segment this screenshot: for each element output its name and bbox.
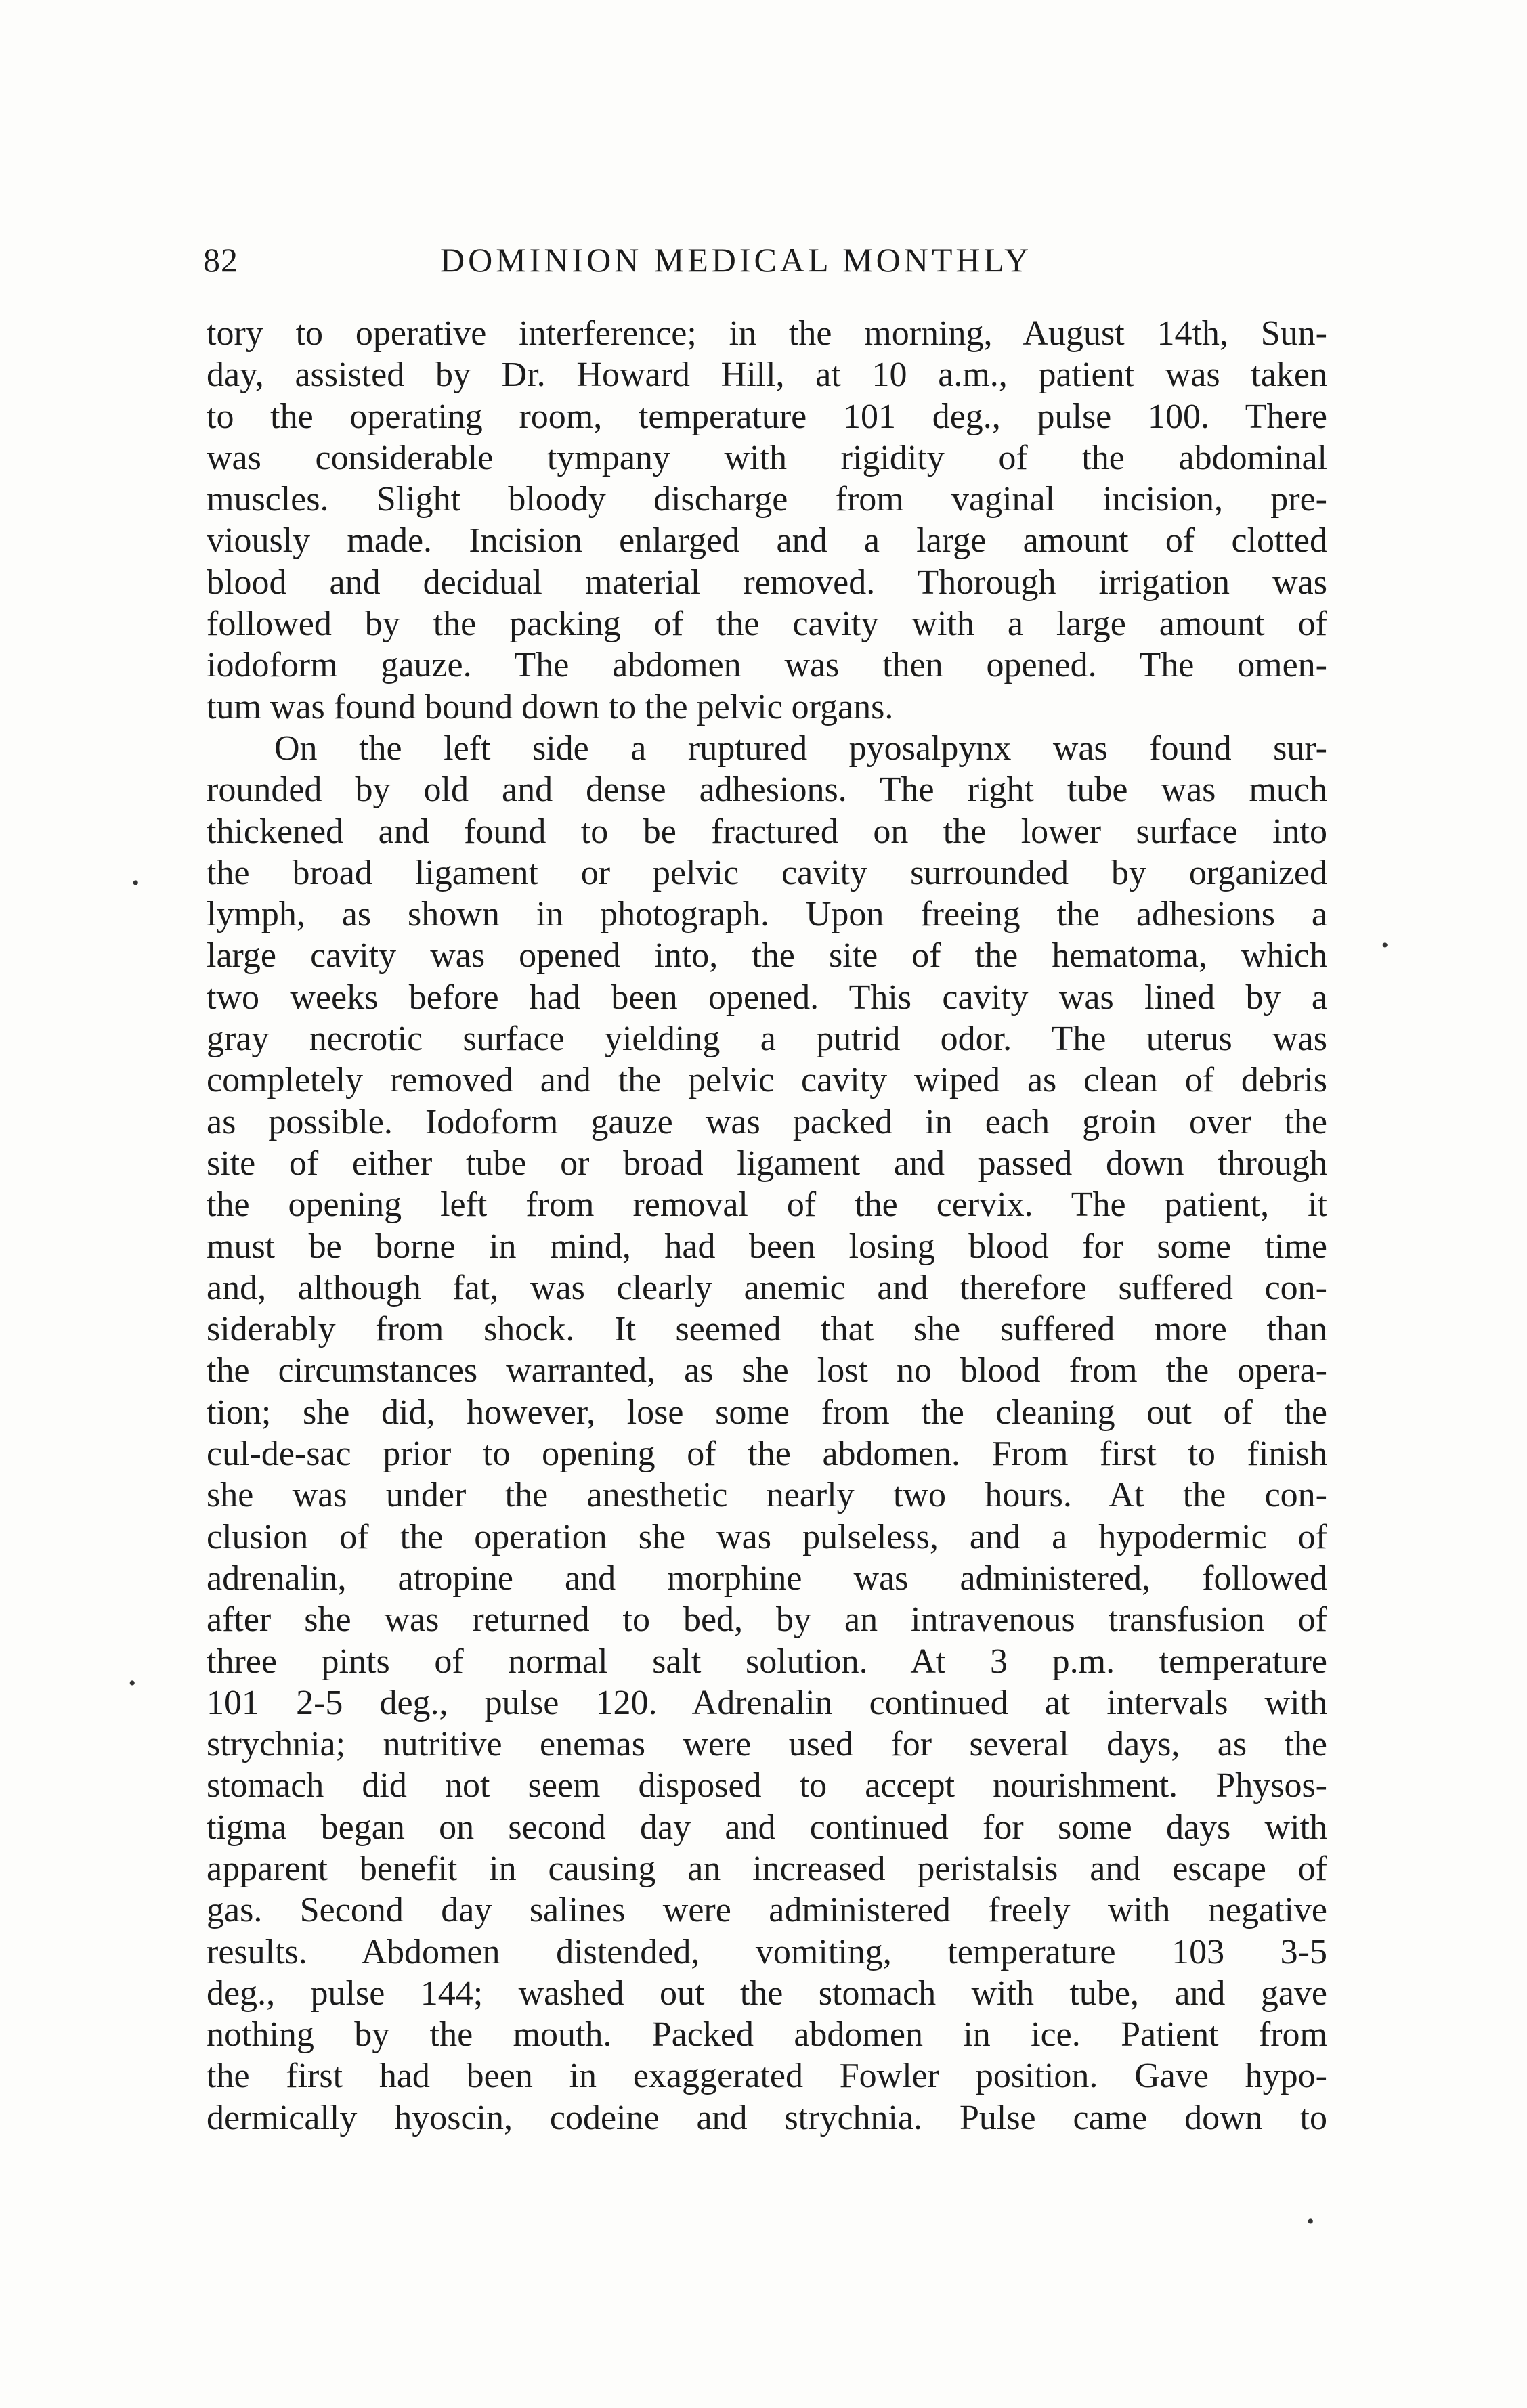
text-line: as possible. Iodoform gauze was packed in each groin over the bbox=[207, 1102, 1327, 1141]
text-line: was considerable tympany with rigidity of the abdominal bbox=[207, 438, 1327, 477]
text-line: tory to operative interference; in the morning, August 14th, Sun- bbox=[207, 314, 1327, 353]
text-line: 101 2-5 deg., pulse 120. Adrenalin continued at intervals with bbox=[207, 1683, 1327, 1722]
margin-speck: • bbox=[132, 872, 139, 894]
text-line: site of either tube or broad ligament and passed down through bbox=[207, 1143, 1327, 1183]
text-line: to the operating room, temperature 101 deg., pulse 100. There bbox=[207, 397, 1327, 436]
text-line: adrenalin, atropine and morphine was administered, followed bbox=[207, 1558, 1327, 1598]
page-number: 82 bbox=[203, 241, 238, 279]
journal-title: DOMINION MEDICAL MONTHLY bbox=[440, 241, 1033, 279]
text-line: results. Abdomen distended, vomiting, temperature 103 3-5 bbox=[207, 1932, 1327, 1971]
text-line: apparent benefit in causing an increased peristalsis and escape of bbox=[207, 1849, 1327, 1888]
text-line: three pints of normal salt solution. At 3 p.m. temperature bbox=[207, 1642, 1327, 1681]
text-line: strychnia; nutritive enemas were used for several days, as the bbox=[207, 1725, 1327, 1764]
text-line: tum was found bound down to the pelvic organs. bbox=[207, 687, 894, 726]
text-line: thickened and found to be fractured on the lower surface into bbox=[207, 812, 1327, 851]
text-line: iodoform gauze. The abdomen was then opened. The omen- bbox=[207, 646, 1327, 685]
text-line: lymph, as shown in photograph. Upon freeing the adhesions a bbox=[207, 895, 1327, 934]
text-line: rounded by old and dense adhesions. The right tube was much bbox=[207, 770, 1327, 810]
margin-speck: • bbox=[129, 1672, 136, 1694]
text-line: she was under the anesthetic nearly two hours. At the con- bbox=[207, 1476, 1327, 1515]
text-line: the broad ligament or pelvic cavity surrounded by organized bbox=[207, 853, 1327, 892]
text-line: stomach did not seem disposed to accept nourishment. Physos- bbox=[207, 1766, 1327, 1805]
text-line: completely removed and the pelvic cavity wiped as clean of debris bbox=[207, 1061, 1327, 1100]
text-line: the first had been in exaggerated Fowler position. Gave hypo- bbox=[207, 2057, 1327, 2096]
text-line: the circumstances warranted, as she lost no blood from the opera- bbox=[207, 1351, 1327, 1391]
text-line: the opening left from removal of the cervix. The patient, it bbox=[207, 1185, 1327, 1225]
text-line: cul-de-sac prior to opening of the abdomen. From first to finish bbox=[207, 1435, 1327, 1474]
text-line: tion; she did, however, lose some from the cleaning out of the bbox=[207, 1393, 1327, 1432]
text-line: gas. Second day salines were administered freely with negative bbox=[207, 1891, 1327, 1930]
text-line: after she was returned to bed, by an intravenous transfusion of bbox=[207, 1600, 1327, 1640]
text-line: muscles. Slight bloody discharge from vaginal incision, pre- bbox=[207, 480, 1327, 519]
text-line: large cavity was opened into, the site of the hematoma, which bbox=[207, 936, 1327, 976]
text-line: deg., pulse 144; washed out the stomach with tube, and gave bbox=[207, 1973, 1327, 2013]
text-line: and, although fat, was clearly anemic and therefore suffered con- bbox=[207, 1268, 1327, 1307]
running-head bbox=[203, 240, 1327, 288]
text-line: clusion of the operation she was pulseless, and a hypodermic of bbox=[207, 1517, 1327, 1556]
text-line: blood and decidual material removed. Thorough irrigation was bbox=[207, 563, 1327, 602]
margin-speck: • bbox=[1307, 2210, 1314, 2233]
margin-speck: • bbox=[1381, 934, 1389, 957]
text-line: gray necrotic surface yielding a putrid odor. The uterus was bbox=[207, 1020, 1327, 1059]
text-line: nothing by the mouth. Packed abdomen in ice. Patient from bbox=[207, 2015, 1327, 2055]
text-line: followed by the packing of the cavity with a large amount of bbox=[207, 605, 1327, 644]
text-line: dermically hyoscin, codeine and strychnia. Pulse came down to bbox=[207, 2098, 1327, 2137]
text-line: tigma began on second day and continued for some days with bbox=[207, 1808, 1327, 1847]
text-line: siderably from shock. It seemed that she suffered more than bbox=[207, 1310, 1327, 1349]
paragraph-first-line: On the left side a ruptured pyosalpynx was found sur- bbox=[274, 728, 1327, 768]
text-line: two weeks before had been opened. This cavity was lined by a bbox=[207, 978, 1327, 1017]
text-line: day, assisted by Dr. Howard Hill, at 10 a.m., patient was taken bbox=[207, 355, 1327, 395]
body-text bbox=[207, 313, 1327, 2139]
text-line: must be borne in mind, had been losing blood for some time bbox=[207, 1227, 1327, 1266]
text-line: viously made. Incision enlarged and a large amount of clotted bbox=[207, 521, 1327, 561]
